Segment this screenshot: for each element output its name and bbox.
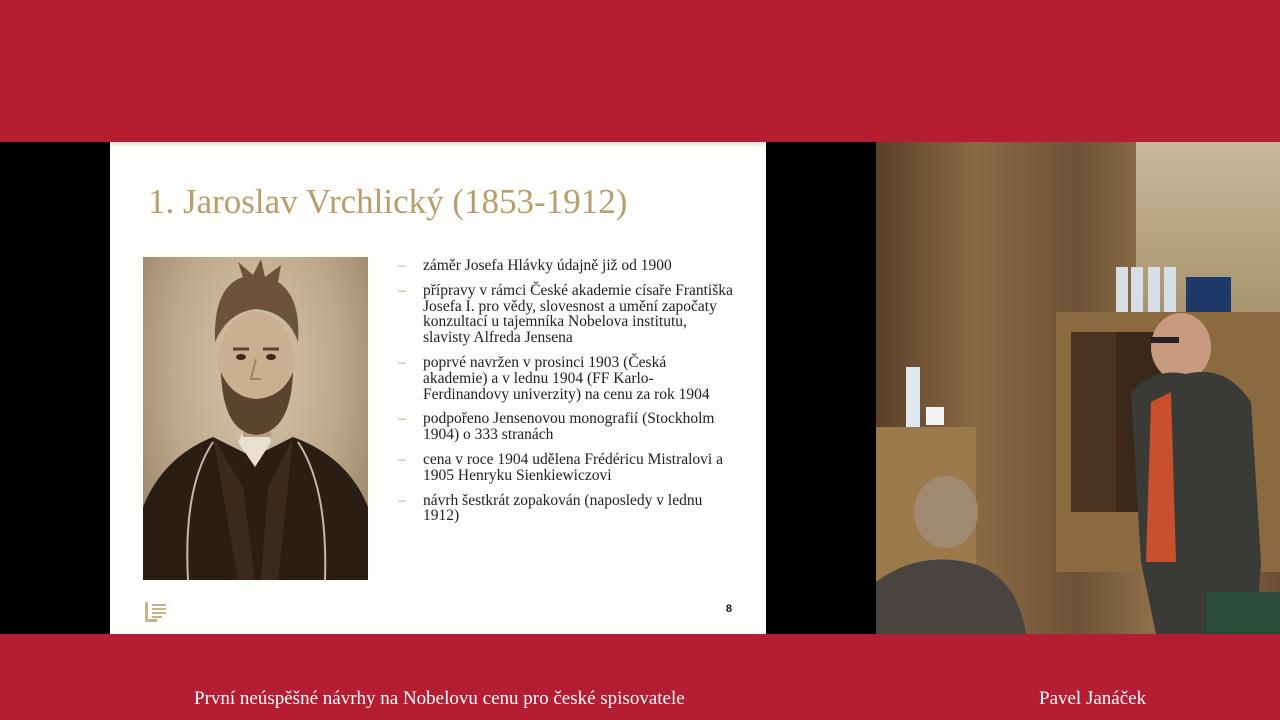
bullet-dash: – xyxy=(398,281,406,299)
bullet-text: záměr Josefa Hlávky údajně již od 1900 xyxy=(423,257,672,274)
bullet-text: poprvé navržen v prosinci 1903 (Česká akademie) a v lednu 1904 (FF Karlo-Ferdinandovy univerzity) na cenu za rok 1904 xyxy=(423,353,710,403)
slide-top-border xyxy=(110,142,766,148)
bullet-item xyxy=(398,493,733,525)
slide-title: 1. Jaroslav Vrchlický (1853-1912) xyxy=(148,182,628,221)
bullet-item xyxy=(398,411,733,443)
bullet-list xyxy=(398,258,733,533)
bullet-dash: – xyxy=(398,450,406,468)
bullet-dash: – xyxy=(398,410,406,428)
lecture-title-caption: První neúspěšné návrhy na Nobelovu cenu pro české spisovatele xyxy=(194,688,685,709)
bullet-text: cena v roce 1904 udělena Frédéricu Mistralovi a 1905 Henryku Sienkiewiczovi xyxy=(423,450,723,484)
lecturer-name-caption: Pavel Janáček xyxy=(1039,688,1147,709)
speaker-camera-feed xyxy=(876,142,1280,634)
page-number: 8 xyxy=(725,603,732,615)
bullet-dash: – xyxy=(398,353,406,371)
bullet-item xyxy=(398,452,733,484)
bullet-item xyxy=(398,283,733,346)
bullet-item xyxy=(398,258,733,274)
bullet-text: návrh šestkrát zopakován (naposledy v lednu 1912) xyxy=(423,491,703,525)
bullet-dash: – xyxy=(398,491,406,509)
bullet-item xyxy=(398,355,733,402)
portrait-photo xyxy=(143,257,368,580)
bullet-text: podpořeno Jensenovou monografií (Stockholm 1904) o 333 stranách xyxy=(423,410,715,444)
institute-logo-icon xyxy=(143,601,169,623)
bullet-dash: – xyxy=(398,257,406,274)
bullet-text: přípravy v rámci České akademie císaře Františka Josefa I. pro vědy, slovesnost a umění započaty konzultací u tajemníka Nobelova institutu, slavisty Alfreda Jensena xyxy=(423,281,733,347)
presentation-slide xyxy=(110,142,766,634)
